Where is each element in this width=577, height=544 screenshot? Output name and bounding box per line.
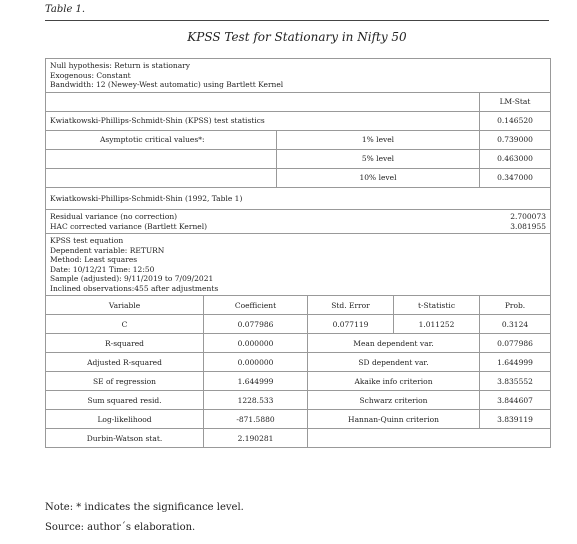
stat-label: Sum squared resid. <box>46 391 204 409</box>
equation-line: Sample (adjusted): 9/11/2019 to 7/09/2021 <box>50 274 214 283</box>
variance-row <box>50 222 546 232</box>
significance-note: Note: * indicates the significance level. <box>45 502 244 513</box>
stat-value: 3.839119 <box>497 414 533 424</box>
stat-value: 0.000000 <box>204 334 308 352</box>
stat-value: 3.835552 <box>497 376 533 386</box>
variance-value: 2.700073 <box>510 212 546 221</box>
stat-value: 0.077986 <box>497 338 533 348</box>
kpss-source: Kwiatkowski-Phillips-Schmidt-Shin (1992, Table 1) <box>46 188 550 211</box>
stats-row <box>46 391 550 410</box>
stat-label: SD dependent var. <box>308 353 480 371</box>
coef-row <box>46 315 550 334</box>
header-line: Null hypothesis: Return is stationary <box>50 61 190 70</box>
stats-row <box>46 353 550 372</box>
stats-row <box>46 372 550 391</box>
hypothesis-block <box>46 59 550 93</box>
stats-row <box>46 429 550 447</box>
kpss-label: Kwiatkowski-Phillips-Schmidt-Shin (KPSS) test statistics <box>46 112 480 130</box>
table-title: KPSS Test for Stationary in Nifty 50 <box>187 30 407 44</box>
stat-label: SE of regression <box>46 372 204 390</box>
critical-level: 10% level <box>276 169 480 187</box>
stat-label: Schwarz criterion <box>308 391 480 409</box>
stat-value: -871.5880 <box>204 410 308 428</box>
critical-value: 0.739000 <box>497 135 533 144</box>
critical-value: 0.347000 <box>497 173 533 182</box>
variance-block <box>46 210 550 234</box>
stat-label: Adjusted R-squared <box>46 353 204 371</box>
stat-label: Durbin-Watson stat. <box>46 429 204 447</box>
table-label: Table 1. <box>45 4 86 15</box>
equation-line: Inclined observations:455 after adjustments <box>50 283 219 293</box>
variance-label: Residual variance (no correction) <box>50 212 178 221</box>
coef-header: Coefficient <box>204 296 308 314</box>
stat-value: 1.644999 <box>204 372 308 390</box>
coef-cell: 1.011252 <box>394 315 480 333</box>
stat-value: 0.000000 <box>204 353 308 371</box>
top-rule <box>45 20 549 21</box>
stats-row <box>46 334 550 353</box>
kpss-value: 0.146520 <box>497 116 533 125</box>
source-note: Source: author´s elaboration. <box>45 522 196 533</box>
critical-row <box>46 150 550 169</box>
variance-value: 3.081955 <box>510 221 546 231</box>
critical-level: 5% level <box>276 150 480 168</box>
critical-row <box>46 131 550 150</box>
coef-cell: 0.077986 <box>204 315 308 333</box>
kpss-stat-row <box>46 112 550 131</box>
coef-header: t-Statistic <box>394 296 480 314</box>
coef-header: Variable <box>46 296 204 314</box>
variance-label: HAC corrected variance (Bartlett Kernel) <box>50 221 208 231</box>
stat-label: Mean dependent var. <box>308 334 480 352</box>
header-line: Bandwidth: 12 (Newey-West automatic) using Bartlett Kernel <box>50 80 284 89</box>
coef-cell: C <box>46 315 204 333</box>
stat-label: Hannan-Quinn criterion <box>308 410 480 428</box>
coef-cell: 0.3124 <box>501 319 529 329</box>
stat-value: 1.644999 <box>497 357 533 367</box>
stat-label: R-squared <box>46 334 204 352</box>
variance-row <box>50 212 546 222</box>
critical-level: 1% level <box>276 131 480 149</box>
stat-value: 1228.533 <box>204 391 308 409</box>
equation-line: Method: Least squares <box>50 255 138 264</box>
stat-value: 3.844607 <box>497 395 533 405</box>
lm-stat-header-row <box>46 93 550 112</box>
coef-header-row <box>46 296 550 315</box>
equation-block <box>46 234 550 296</box>
critical-label: Asymptotic critical values*: <box>100 135 205 144</box>
coef-cell: 0.077119 <box>308 315 394 333</box>
equation-line: Dependent variable: RETURN <box>50 245 165 255</box>
coef-header: Prob. <box>504 300 526 310</box>
critical-row <box>46 169 550 188</box>
coef-header: Std. Error <box>308 296 394 314</box>
critical-value: 0.463000 <box>497 154 533 163</box>
stats-row <box>46 410 550 429</box>
header-line: Exogenous: Constant <box>50 70 131 80</box>
stat-value: 2.190281 <box>204 429 308 447</box>
equation-line: Date: 10/12/21 Time: 12:50 <box>50 264 155 274</box>
stat-label: Akaike info criterion <box>308 372 480 390</box>
stat-label: Log-likelihood <box>46 410 204 428</box>
lm-stat-header: LM-Stat <box>499 97 531 106</box>
kpss-table <box>45 58 551 448</box>
equation-line: KPSS test equation <box>50 236 124 245</box>
